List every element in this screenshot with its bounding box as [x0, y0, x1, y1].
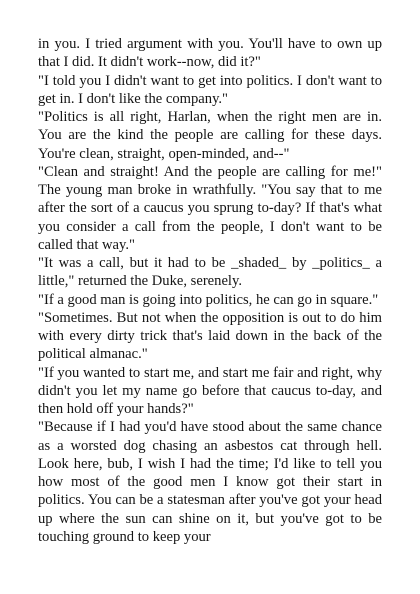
paragraph-8: "If you wanted to start me, and start me fair and right, why didn't you let my name go before that caucus to-day, and then hold off your hands?": [38, 364, 382, 417]
paragraph-4: "Clean and straight! And the people are calling for me!" The young man broke in wrathfully. "You say that to me after the sort of a caucus you sprung to-day? If that's what you consider a call from the people, I don't want to be called that way.": [38, 163, 382, 253]
paragraph-7: "Sometimes. But not when the opposition is out to do him with every dirty trick that's laid down in the back of the political almanac.": [38, 309, 382, 363]
paragraph-2: "I told you I didn't want to get into politics. I don't want to get in. I don't like the company.": [38, 72, 382, 107]
paragraph-6: "If a good man is going into politics, he can go in square.": [38, 291, 379, 308]
paragraph-1: in you. I tried argument with you. You'll have to own up that I did. It didn't work--now, did it?": [38, 36, 382, 71]
paragraph-9: "Because if I had you'd have stood about the same chance as a worsted dog chasing an asbestos cat through hell. Look here, bub, I wish I had the time; I'd like to tell you how most of the good men I know got their start in politics. You can be a statesman after you've got your head up where the sun can shine on it, but you've got to be touching ground to keep your: [38, 419, 382, 545]
document-page: [38, 35, 382, 546]
paragraph-5: "It was a call, but it had to be _shaded_ by _politics_ a little," returned the Duke, serenely.: [38, 255, 382, 290]
paragraph-3: "Politics is all right, Harlan, when the right men are in. You are the kind the people are calling for these days. You're clean, straight, open-minded, and--": [38, 109, 382, 162]
